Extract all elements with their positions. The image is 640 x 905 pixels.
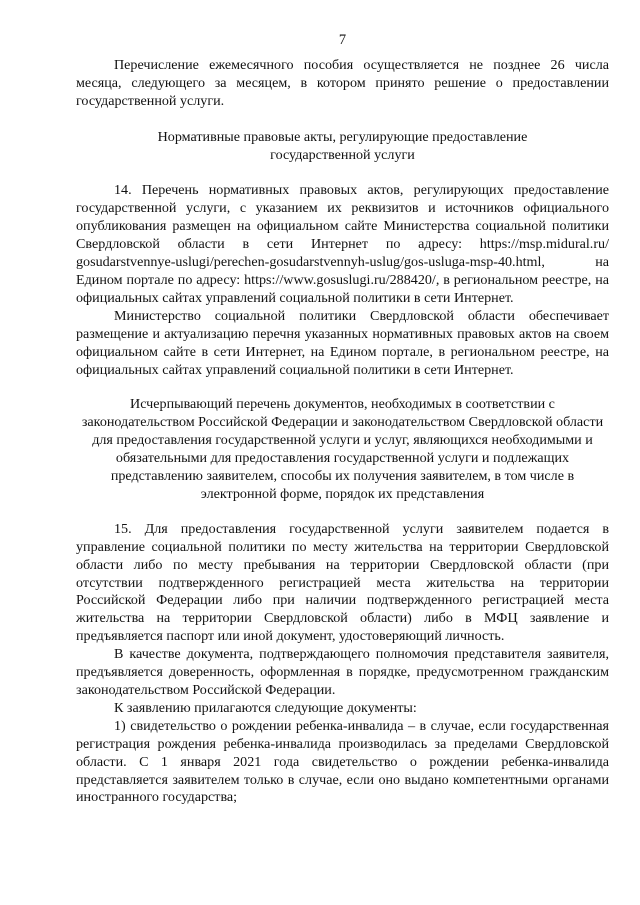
paragraph-15-representative: В качестве документа, подтверждающего полномочия представителя заявителя, предъявляется доверенность, оформленная в порядке, предусмотренном гражданским законодательством Российской Федерации. [76,646,609,698]
section-heading-legal-acts: Нормативные правовые акты, регулирующие предоставление государственной услуги [157,128,528,163]
paragraph-15-attachments-intro: К заявлению прилагаются следующие документы: [114,699,417,716]
section-heading-documents: Исчерпывающий перечень документов, необходимых в соответствии с законодательством Российской Федерации и законодательством Свердловской области для предоставления государственной услуги и услуг, являющихся необходимыми и обязательными для предоставления государственной услуги и подлежащих представлению заявителем, способы их получения заявителем, в том числе в электронной форме, порядок их представления [81,396,604,502]
paragraph-payment-deadline: Перечисление ежемесячного пособия осуществляется не позднее 26 числа месяца, следующего за месяцем, в котором принято решение о предоставлении государственной услуги. [76,56,609,109]
paragraph-14: 14. Перечень нормативных правовых актов, регулирующих предоставление государственной услуги, с указанием их реквизитов и источников официального опубликования размещен на официальном сайте Министерства социальной политики Свердловской области в сети Интернет по адресу: https://msp.midural.ru/ gosudarstvennye-uslugi/perechen-gosudarstvennyh-uslug/gos-usluga-msp-40.html, на Едином портале по адресу: https://www.gosuslugi.ru/288420/, в региональном реестре, на официальных сайтах управлений социальной политики в сети Интернет. [76,182,609,306]
document-page [76,32,609,807]
paragraph-15: 15. Для предоставления государственной услуги заявителем подается в управление социальной политики по месту жительства на территории Свердловской области либо по месту пребывания на территории Свердловской области (при отсутствии подтвержденного регистрацией места жительства на территории Российской Федерации либо при наличии подтвержденного регистрацией места жительства на территории Свердловской области) либо в МФЦ заявление и предъявляется паспорт или иной документ, удостоверяющий личность. [76,520,609,645]
paragraph-14-ministry: Министерство социальной политики Свердловской области обеспечивает размещение и актуализацию перечня указанных нормативных правовых актов на своем официальном сайте в сети Интернет, на Едином портале, в региональном реестре, на официальных сайтах управлений социальной политики в сети Интернет. [76,307,609,378]
page-number: 7 [338,32,347,48]
paragraph-15-item-1: 1) свидетельство о рождении ребенка-инвалида – в случае, если государственная регистрация рождения ребенка-инвалида производилась за пределами Свердловской области. С 1 января 2021 года свидетельство о рождении ребенка-инвалида представляется заявителем только в случае, если оно выдано компетентными органами иностранного государства; [76,717,609,806]
